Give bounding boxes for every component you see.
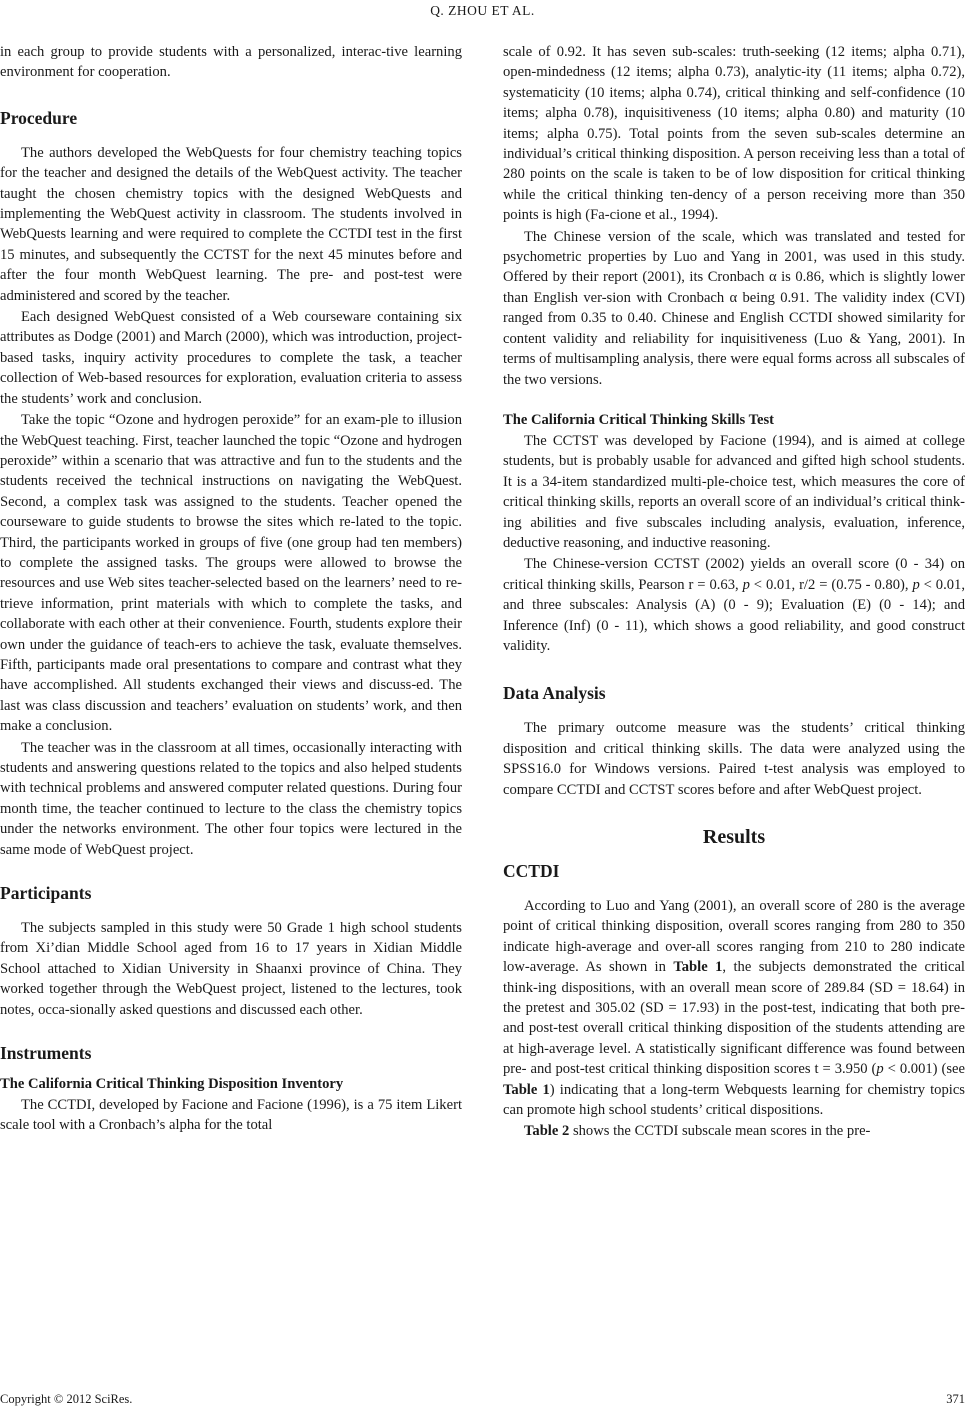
subsection-heading-cctst: The California Critical Thinking Skills Test: [503, 411, 774, 428]
table-reference: Table 2: [524, 1123, 570, 1140]
section-heading-data-analysis: Data Analysis: [503, 683, 606, 704]
right-column: [503, 42, 965, 1143]
running-head: Q. ZHOU ET AL.: [430, 3, 535, 18]
footer-copyright: Copyright © 2012 SciRes.: [0, 1392, 133, 1406]
section-heading-procedure: Procedure: [0, 107, 78, 128]
paragraph: Take the topic “Ozone and hydrogen peroxide” for an exam-ple to illusion the WebQuest teaching. First, teacher launched the topic “Ozone and hydrogen peroxide” within a scenario that was attractive and fun to the students and the students received the technical instructions on navigating the WebQuest. Second, a complex task was assigned to the students. Teacher opened the courseware to guide students to browse the sites which re-lated to the topic. Third, the participants worked in groups of five (one group had ten members) to complete the assigned tasks. The groups were allowed to browse the resources and use Web sites teacher-selected based on the learners’ need to re-trieve information, print materials with which to complete the tasks, and collaborate with each other at their convenience. Fourth, students explore their own under the guidance of teach-ers to achieve the task, evaluate themselves. Fifth, participants made oral presentations to compare and contrast what they have accomplished. All students exchanged their views and discuss-ed. The last was class discussion and teachers’ evaluation on students’ work, and then make a conclusion.: [0, 412, 462, 735]
left-column: [0, 42, 462, 1137]
paragraph: The Chinese version of the scale, which was translated and tested for psychometric properties by Luo and Yang in 2001, was used in this study. Offered by their report (2001), its Cronbach α is 0.86, which is slightly lower than English ver-sion with Cronbach α being 0.91. The validity index (CVI) ranged from 0.35 to 0.40. Chinese and English CCTDI showed similarity for content validity and reliability for inquisitiveness (Luo & Yang, 2001). In terms of multisampling analysis, there were equal forms across all subscales of the two versions.: [503, 228, 965, 388]
paragraph: The teacher was in the classroom at all times, occasionally interacting with students and answering questions related to the topics and also helped students with technical problems and answered computer related questions. During four month time, the teacher continued to lecture to the class the chemistry topics under the networks environment. The other four topics were lectured in the same mode of WebQuest project.: [0, 739, 462, 858]
table-reference: Table 1: [503, 1081, 550, 1098]
paragraph: scale of 0.92. It has seven sub-scales: truth-seeking (12 items; alpha 0.71), open-mindedness (12 items; alpha 0.73), analytic-ity (11 items; alpha 0.72), systematicity (10 items; alpha 0.74), critical thinking and self-confidence (10 items; alpha 0.78), inquisitiveness (10 items; alpha 0.80) and maturity (10 items; alpha 0.75). Total points from the seven sub-scales determine an individual’s critical thinking disposition. A person receiving less than a total of 280 points on the scale is taken to be of low disposition for critical thinking while the critical thinking ten-dency of a person receiving more than 350 points is high (Fa-cione et al., 1994).: [503, 44, 965, 224]
paragraph: The subjects sampled in this study were 50 Grade 1 high school students from Xi’dian Middle School aged from 16 to 17 years in Xidian Middle School attached to Xidian University in Shaanxi province of China. They worked together through the WebQuest project, listened to the lectures, took notes, occa-sionally asked questions and discussed each other.: [0, 920, 462, 1018]
section-heading-cctdi: CCTDI: [503, 861, 560, 881]
paragraph: The CCTDI, developed by Facione and Facione (1996), is a 75 item Likert scale tool with a Cronbach’s alpha for the total: [0, 1097, 462, 1134]
table-reference: Table 1: [673, 959, 723, 976]
paragraph: According to Luo and Yang (2001), an overall score of 280 is the average point of critical thinking disposition, overall scores ranging from 280 to 350 indicate high-average and over-all scores ranging from 210 to 280 indicate low-average. As shown in Table 1, the subjects demonstrated the critical think-ing dispositions, with an overall mean score of 289.84 (SD = 18.64) in the pretest and 305.02 (SD = 17.93) in the post-test, indicating that both pre- and post-test overall critical thinking disposition of the students attending are at high-average level. A statistically significant difference was found between pre- and post-test critical thinking disposition scores t = 3.950 (p < 0.001) (see Table 1) indicating that a long-term Webquests learning for chemistry topics can promote high school students’ critical dispositions.: [503, 898, 965, 1119]
paragraph: The authors developed the WebQuests for four chemistry teaching topics for the teacher and designed the details of the WebQuest activity. The teacher taught the chosen chemistry topics with the designed WebQuests and implementing the WebQuest activity in classroom. The students involved in WebQuests learning and were required to complete the CCTDI test in the first 15 minutes, and subsequently the CCTST for the next 45 minutes before and after the four month WebQuest learning. The pre- and post-test were administered and scored by the teacher.: [0, 144, 462, 304]
paragraph: The CCTST was developed by Facione (1994), and is aimed at college students, but is probably usable for advanced and gifted high school students. It is a 34-item standardized multi-ple-choice test, which measures the core of critical thinking skills, reports an overall score of an individual’s critical think-ing abilities and five subscales including analysis, evaluation, inference, deductive reasoning, and inductive reasoning.: [503, 432, 965, 551]
paragraph: The Chinese-version CCTST (2002) yields an overall score (0 - 34) on critical thinking skills, Pearson r = 0.63, p < 0.01, r/2 = (0.75 - 0.80), p < 0.01, and three subscales: Analysis (A) (0 - 9); Evaluation (E) (0 - 14); and Inference (Inf) (0 - 11), which shows a good reliability, and good construct validity.: [503, 556, 965, 654]
paragraph: Table 2 shows the CCTDI subscale mean scores in the pre-: [524, 1123, 871, 1140]
section-heading-instruments: Instruments: [0, 1043, 92, 1064]
subsection-heading-cctdi: The California Critical Thinking Disposition Inventory: [0, 1076, 344, 1093]
paragraph: Each designed WebQuest consisted of a Web courseware containing six attributes as Dodge (2001) and March (2000), which was introduction, project-based tasks, inquiry activity procedures to complete the task, a teacher collection of Web-based resources for exploration, evaluation criteria to assess the students’ work and conclusion.: [0, 309, 462, 407]
paragraph: in each group to provide students with a personalized, interac-tive learning environment for cooperation.: [0, 44, 462, 81]
section-heading-results: Results: [702, 826, 766, 848]
paragraph: The primary outcome measure was the students’ critical thinking disposition and critical thinking skills. The data were analyzed using the SPSS16.0 for Windows versions. Paired t-test analysis was employed to compare CCTDI and CCTST scores before and after WebQuest project.: [503, 720, 965, 798]
section-heading-participants: Participants: [0, 883, 92, 904]
page-number: 371: [946, 1392, 965, 1406]
